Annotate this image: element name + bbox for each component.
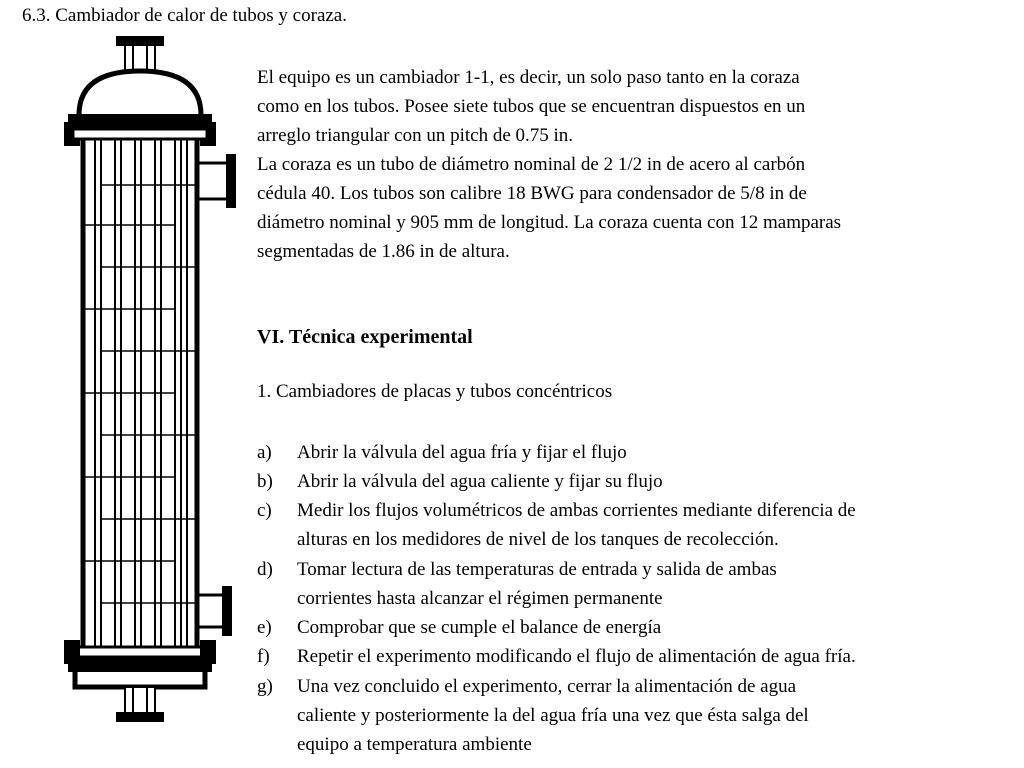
step-a-text: Abrir la válvula del agua fría y fijar el flujo	[297, 442, 627, 463]
description-line-3: arreglo triangular con un pitch de 0.75 in.	[257, 125, 574, 146]
step-b-letter: b)	[257, 471, 273, 492]
step-c-text-line-1: Medir los flujos volumétricos de ambas corrientes mediante diferencia de	[297, 500, 856, 521]
step-d-letter: d)	[257, 559, 273, 580]
step-f-letter: f)	[257, 646, 270, 667]
step-g-letter: g)	[257, 676, 273, 697]
step-e-text: Comprobar que se cumple el balance de energía	[297, 617, 662, 638]
section-title: VI. Técnica experimental	[257, 326, 473, 348]
step-d-text-line-1: Tomar lectura de las temperaturas de entrada y salida de ambas	[297, 559, 777, 580]
subsection-title: 1. Cambiadores de placas y tubos concéntricos	[257, 381, 613, 402]
description-line-6: diámetro nominal y 905 mm de longitud. La coraza cuenta con 12 mamparas	[257, 212, 842, 233]
description-line-7: segmentadas de 1.86 in de altura.	[257, 241, 510, 262]
step-c-letter: c)	[257, 500, 272, 521]
description-line-2: como en los tubos. Posee siete tubos que se encuentran dispuestos en un	[257, 96, 806, 117]
step-g-text-line-1: Una vez concluido el experimento, cerrar la alimentación de agua	[297, 676, 797, 697]
step-f-text: Repetir el experimento modificando el flujo de alimentación de agua fría.	[297, 646, 856, 667]
description-line-4: La coraza es un tubo de diámetro nominal de 2 1/2 in de acero al carbón	[257, 154, 806, 175]
step-e-letter: e)	[257, 617, 272, 638]
description-line-1: El equipo es un cambiador 1-1, es decir, un solo paso tanto en la coraza	[257, 67, 800, 88]
step-c-text-line-2: alturas en los medidores de nivel de los tanques de recolección.	[297, 529, 779, 550]
step-g-text-line-3: equipo a temperatura ambiente	[297, 734, 532, 755]
description-line-5: cédula 40. Los tubos son calibre 18 BWG para condensador de 5/8 in de	[257, 183, 807, 204]
step-g-text-line-2: caliente y posteriormente la del agua fría una vez que ésta salga del	[297, 705, 809, 726]
shell-and-tube-heat-exchanger-diagram	[55, 35, 245, 730]
section-heading-6-3: 6.3. Cambiador de calor de tubos y coraza.	[22, 5, 347, 26]
step-a-letter: a)	[257, 442, 272, 463]
step-b-text: Abrir la válvula del agua caliente y fijar su flujo	[297, 471, 663, 492]
step-d-text-line-2: corrientes hasta alcanzar el régimen permanente	[297, 588, 663, 609]
